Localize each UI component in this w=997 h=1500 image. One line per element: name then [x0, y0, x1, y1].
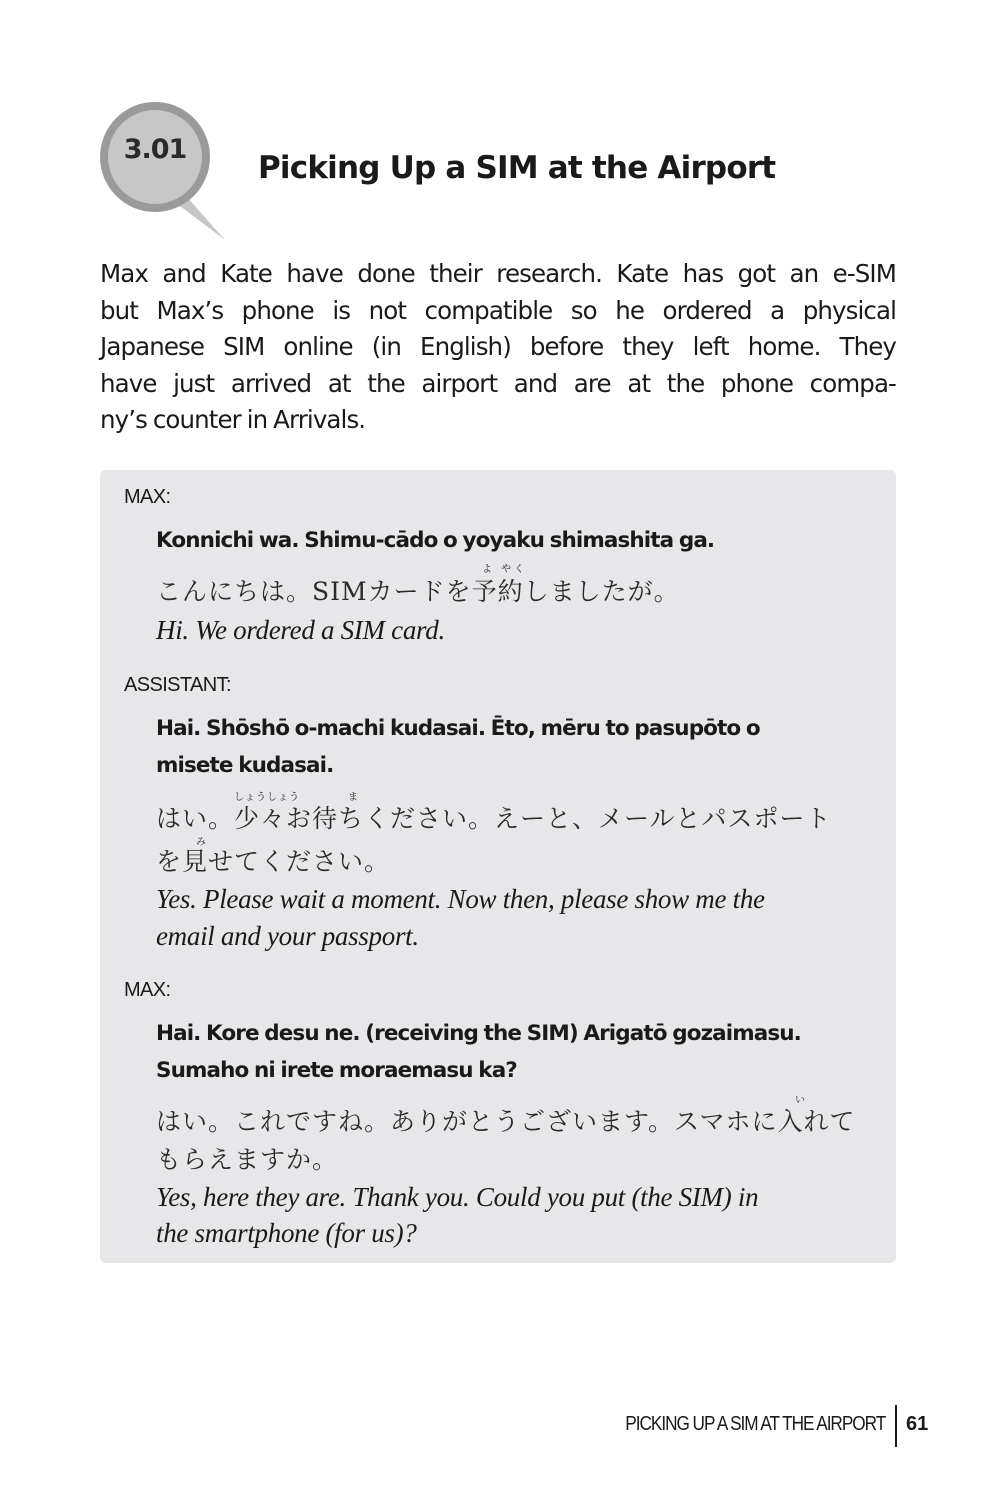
intro-line: but Max’s phone is not compatible so he ordered a physical — [100, 295, 896, 325]
english-line: Hi. We ordered a SIM card. — [156, 615, 445, 645]
romaji-line: Hai. Shōshō o-machi kudasai. Ēto, mēru to pasupōto o — [156, 716, 760, 741]
page-title: Picking Up a SIM at the Airport — [258, 150, 776, 186]
footer-divider — [895, 1405, 897, 1447]
japanese-line: はい。少々お待ちください。えーと、メールとパスポート — [156, 804, 832, 833]
furigana: しょうしょう — [234, 792, 300, 803]
intro-line: have just arrived at the airport and are at the phone compa- — [100, 368, 896, 398]
page-number: 61 — [906, 1413, 929, 1435]
furigana: み — [196, 837, 206, 848]
english-line: Yes, here they are. Thank you. Could you put (the SIM) in — [156, 1182, 759, 1212]
romaji-line: Sumaho ni irete moraemasu ka? — [156, 1058, 517, 1083]
japanese-line: こんにちは。SIMカードを予約しましたが。 — [156, 577, 680, 606]
japanese-line: もらえますか。 — [156, 1145, 339, 1174]
english-line: the smartphone (for us)? — [156, 1218, 417, 1248]
romaji-line: Konnichi wa. Shimu-cādo o yoyaku shimashita ga. — [156, 528, 715, 553]
section-badge — [100, 100, 230, 245]
furigana: よ やく — [482, 564, 528, 575]
japanese-line: を見せてください。 — [156, 847, 391, 876]
page-footer — [0, 1405, 997, 1445]
intro-line: Japanese SIM online (in English) before they left home. They — [100, 332, 896, 361]
speaker-label: ASSISTANT: — [124, 674, 231, 696]
japanese-line: はい。これですね。ありがとうございます。スマホに入れて — [156, 1107, 856, 1136]
intro-paragraph — [100, 256, 896, 439]
intro-line: ny’s counter in Arrivals. — [100, 405, 366, 434]
english-line: email and your passport. — [156, 921, 419, 951]
english-line: Yes. Please wait a moment. Now then, please show me the — [156, 884, 765, 914]
romaji-line: Hai. Kore desu ne. (receiving the SIM) Arigatō gozaimasu. — [156, 1021, 801, 1046]
speech-bubble-icon — [100, 100, 230, 245]
speaker-label: MAX: — [124, 979, 171, 1001]
speaker-label: MAX: — [124, 486, 171, 508]
romaji-line: misete kudasai. — [156, 753, 334, 778]
furigana: ま — [348, 792, 358, 803]
section-number: 3.01 — [123, 134, 187, 165]
intro-line: Max and Kate have done their research. Kate has got an e-SIM — [100, 259, 896, 288]
running-title: PICKING UP A SIM AT THE AIRPORT — [625, 1413, 885, 1435]
furigana: い — [795, 1095, 805, 1106]
